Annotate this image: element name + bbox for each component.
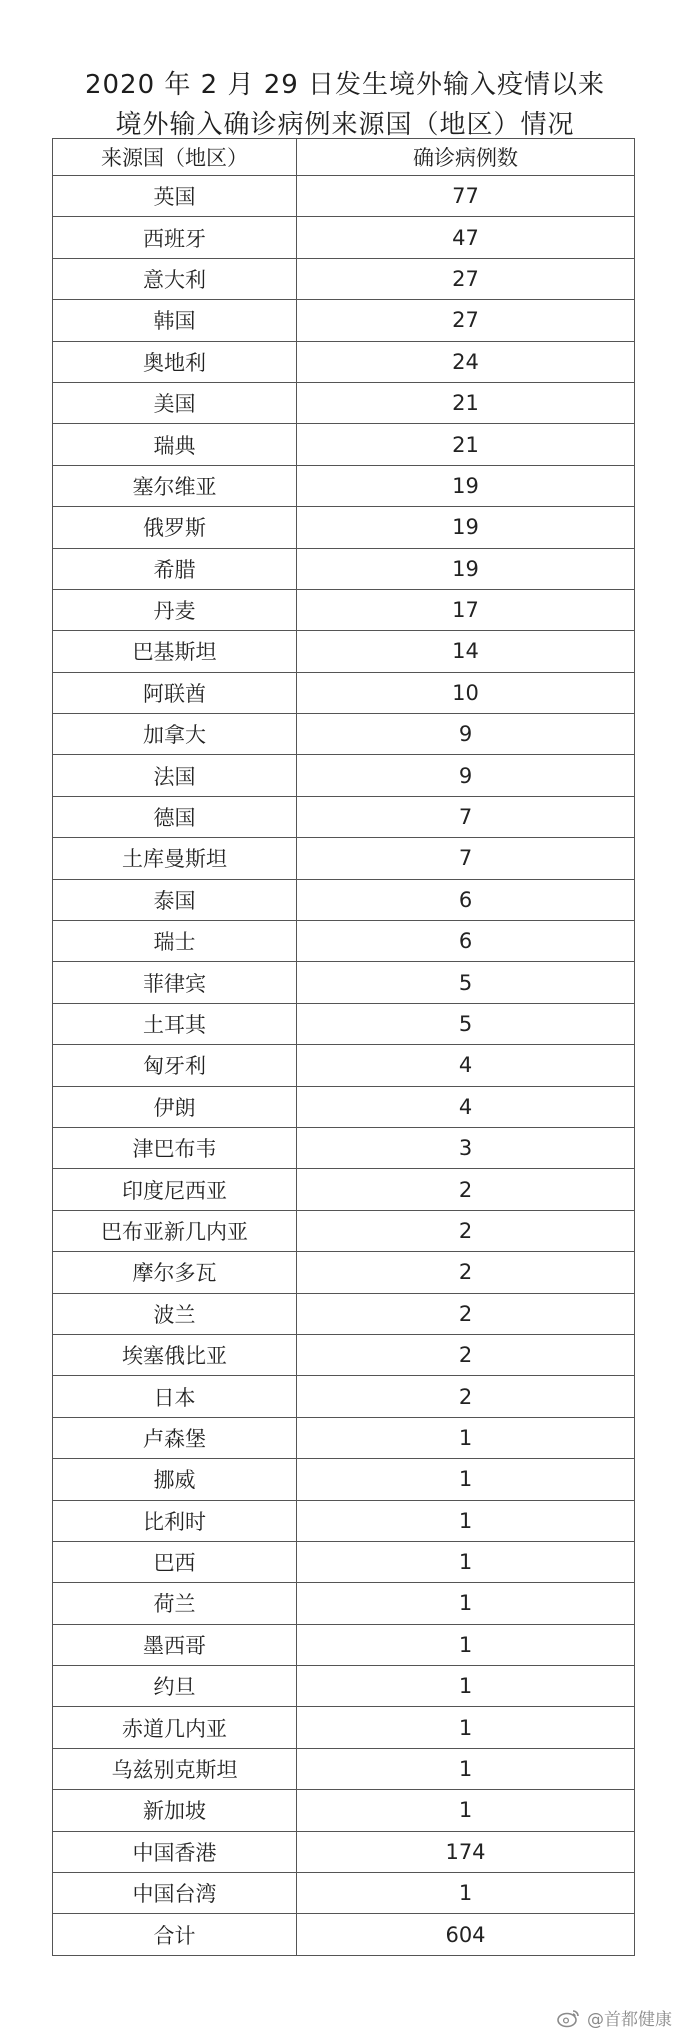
cases-cell: 2 [297, 1376, 635, 1417]
country-cell: 埃塞俄比亚 [53, 1334, 297, 1375]
table-row [53, 382, 635, 423]
cases-cell: 77 [297, 176, 635, 217]
table-body [53, 176, 635, 1956]
country-cell: 土库曼斯坦 [53, 838, 297, 879]
cases-cell: 19 [297, 548, 635, 589]
cases-cell: 17 [297, 589, 635, 630]
country-cell: 美国 [53, 382, 297, 423]
country-cell: 韩国 [53, 300, 297, 341]
watermark-text: @首都健康 [587, 2010, 672, 2030]
cases-cell: 1 [297, 1748, 635, 1789]
table-row [53, 1831, 635, 1872]
cases-cell: 24 [297, 341, 635, 382]
cases-cell: 3 [297, 1127, 635, 1168]
watermark [557, 2005, 672, 2030]
table-row [53, 1790, 635, 1831]
table-row [53, 1707, 635, 1748]
cases-cell: 2 [297, 1334, 635, 1375]
table-row [53, 341, 635, 382]
cases-table [52, 138, 635, 1956]
country-cell: 新加坡 [53, 1790, 297, 1831]
country-cell: 奥地利 [53, 341, 297, 382]
cases-cell: 1 [297, 1707, 635, 1748]
country-cell: 阿联酋 [53, 672, 297, 713]
country-cell: 波兰 [53, 1293, 297, 1334]
country-cell: 塞尔维亚 [53, 465, 297, 506]
table-row [53, 1748, 635, 1789]
cases-cell: 1 [297, 1417, 635, 1458]
country-cell: 摩尔多瓦 [53, 1252, 297, 1293]
cases-cell: 4 [297, 1045, 635, 1086]
cases-cell: 174 [297, 1831, 635, 1872]
header-country: 来源国（地区） [53, 139, 297, 176]
cases-cell: 6 [297, 879, 635, 920]
table-row [53, 507, 635, 548]
document-title-line2: 境外输入确诊病例来源国（地区）情况 [115, 110, 575, 140]
cases-cell: 9 [297, 714, 635, 755]
cases-cell: 2 [297, 1210, 635, 1251]
country-cell: 英国 [53, 176, 297, 217]
table-row [53, 1914, 635, 1955]
cases-cell: 604 [297, 1914, 635, 1955]
country-cell: 印度尼西亚 [53, 1169, 297, 1210]
table-row [53, 1417, 635, 1458]
country-cell: 西班牙 [53, 217, 297, 258]
table-row [53, 1541, 635, 1582]
country-cell: 德国 [53, 796, 297, 837]
country-cell: 伊朗 [53, 1086, 297, 1127]
cases-cell: 21 [297, 382, 635, 423]
table-row [53, 1086, 635, 1127]
cases-cell: 1 [297, 1500, 635, 1541]
country-cell: 法国 [53, 755, 297, 796]
table-row [53, 1127, 635, 1168]
country-cell: 挪威 [53, 1459, 297, 1500]
table-row [53, 672, 635, 713]
weibo-icon [557, 2008, 581, 2028]
cases-cell: 4 [297, 1086, 635, 1127]
country-cell: 巴西 [53, 1541, 297, 1582]
table-row [53, 176, 635, 217]
table-row [53, 796, 635, 837]
table-row [53, 1666, 635, 1707]
cases-cell: 1 [297, 1666, 635, 1707]
table-row [53, 589, 635, 630]
table-row [53, 1376, 635, 1417]
country-cell: 荷兰 [53, 1583, 297, 1624]
cases-cell: 19 [297, 465, 635, 506]
cases-cell: 14 [297, 631, 635, 672]
cases-cell: 9 [297, 755, 635, 796]
country-cell: 日本 [53, 1376, 297, 1417]
cases-cell: 10 [297, 672, 635, 713]
table-row [53, 465, 635, 506]
table-row [53, 300, 635, 341]
table-row [53, 258, 635, 299]
table-row [53, 217, 635, 258]
cases-cell: 5 [297, 1003, 635, 1044]
country-cell: 土耳其 [53, 1003, 297, 1044]
cases-cell: 7 [297, 796, 635, 837]
table-row [53, 1583, 635, 1624]
country-cell: 巴布亚新几内亚 [53, 1210, 297, 1251]
cases-cell: 7 [297, 838, 635, 879]
cases-cell: 6 [297, 921, 635, 962]
country-cell: 墨西哥 [53, 1624, 297, 1665]
table-row [53, 548, 635, 589]
country-cell: 巴基斯坦 [53, 631, 297, 672]
cases-cell: 21 [297, 424, 635, 465]
country-cell: 菲律宾 [53, 962, 297, 1003]
country-cell: 加拿大 [53, 714, 297, 755]
country-cell: 比利时 [53, 1500, 297, 1541]
table-row [53, 962, 635, 1003]
cases-cell: 47 [297, 217, 635, 258]
table-row [53, 1003, 635, 1044]
cases-cell: 2 [297, 1169, 635, 1210]
table-row [53, 631, 635, 672]
cases-cell: 1 [297, 1541, 635, 1582]
country-cell: 瑞典 [53, 424, 297, 465]
country-cell: 卢森堡 [53, 1417, 297, 1458]
country-cell: 合计 [53, 1914, 297, 1955]
table-row [53, 1334, 635, 1375]
document-title-line1: 2020 年 2 月 29 日发生境外输入疫情以来 [84, 70, 606, 100]
country-cell: 俄罗斯 [53, 507, 297, 548]
table-row [53, 1873, 635, 1914]
cases-cell: 1 [297, 1873, 635, 1914]
table-row [53, 1210, 635, 1251]
header-cases: 确诊病例数 [297, 139, 635, 176]
table-row [53, 1624, 635, 1665]
cases-cell: 5 [297, 962, 635, 1003]
country-cell: 津巴布韦 [53, 1127, 297, 1168]
cases-cell: 19 [297, 507, 635, 548]
country-cell: 乌兹别克斯坦 [53, 1748, 297, 1789]
cases-cell: 1 [297, 1624, 635, 1665]
country-cell: 瑞士 [53, 921, 297, 962]
country-cell: 希腊 [53, 548, 297, 589]
table-row [53, 755, 635, 796]
country-cell: 意大利 [53, 258, 297, 299]
country-cell: 丹麦 [53, 589, 297, 630]
country-cell: 中国台湾 [53, 1873, 297, 1914]
table-row [53, 921, 635, 962]
cases-cell: 27 [297, 258, 635, 299]
table-row [53, 1459, 635, 1500]
cases-cell: 1 [297, 1790, 635, 1831]
cases-cell: 27 [297, 300, 635, 341]
table-header-row [53, 139, 635, 176]
table-row [53, 1293, 635, 1334]
table-row [53, 879, 635, 920]
table-row [53, 424, 635, 465]
table-row [53, 838, 635, 879]
country-cell: 匈牙利 [53, 1045, 297, 1086]
table-row [53, 1500, 635, 1541]
table-row [53, 714, 635, 755]
table-row [53, 1045, 635, 1086]
table-row [53, 1169, 635, 1210]
country-cell: 约旦 [53, 1666, 297, 1707]
country-cell: 泰国 [53, 879, 297, 920]
country-cell: 中国香港 [53, 1831, 297, 1872]
cases-cell: 2 [297, 1252, 635, 1293]
table-row [53, 1252, 635, 1293]
cases-cell: 1 [297, 1583, 635, 1624]
cases-cell: 1 [297, 1459, 635, 1500]
cases-cell: 2 [297, 1293, 635, 1334]
country-cell: 赤道几内亚 [53, 1707, 297, 1748]
